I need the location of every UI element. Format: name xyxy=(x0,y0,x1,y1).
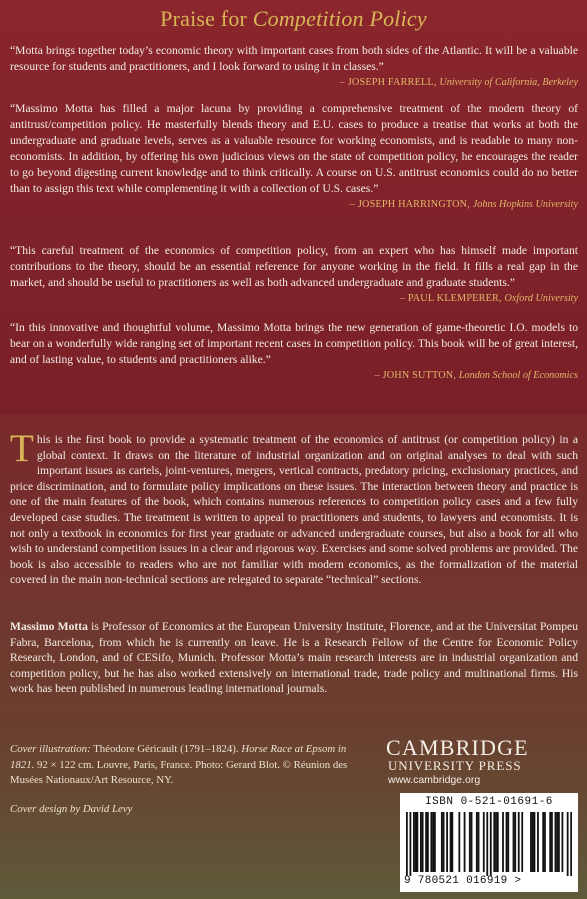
barcode-bar xyxy=(476,812,478,872)
description-dropcap: T xyxy=(10,427,34,470)
barcode-bar xyxy=(432,812,434,872)
barcode-bar xyxy=(416,812,418,872)
barcode-graphic xyxy=(406,812,572,876)
description-text: his is the first book to provide a systematic treatment of the economics of antitrust (or competition policy) in a global context. It draws on the literature of industrial organization and on original analyses to deal with such important issues as cartels, joint-ventures, mergers, vertical contracts, predatory pricing, exclusionary practices, and price discrimination, and to formulate policy implications on these issues. The interaction between theory and practice is one of the main features of the book, which contains numerous references to competition policy cases and a few fully developed case studies. The treatment is written to appeal to practitioners and students, to lawyers and economists. It is not only a textbook in economics for first year graduate or advanced undergraduate courses, but also a book for all who wish to understand competition issues in a clear and rigorous way. Exercises and some solved problems are provided. The book is also accessible to readers who are not familiar with modern economics, as the formalization of the material covered in the main non-technical sections are relegated to separate “technical” sections. xyxy=(10,433,578,587)
book-description xyxy=(10,427,578,588)
praise-heading xyxy=(0,6,587,32)
barcode-bar xyxy=(464,812,466,872)
barcode-bar xyxy=(450,812,452,872)
barcode-bar xyxy=(506,812,508,872)
barcode-bar xyxy=(495,812,497,872)
quote-author: – JOSEPH HARRINGTON, xyxy=(349,199,470,210)
quote-affiliation: University of California, Berkeley xyxy=(439,77,578,88)
praise-quote-farrell xyxy=(10,43,578,90)
barcode-bar xyxy=(551,812,553,872)
barcode-bar xyxy=(542,812,544,872)
barcode-bar xyxy=(422,812,424,872)
praise-heading-prefix: Praise for xyxy=(160,6,253,31)
barcode-bar xyxy=(451,812,453,872)
barcode-bar xyxy=(483,812,485,872)
barcode-bar xyxy=(530,812,532,872)
author-name: Massimo Motta xyxy=(10,620,88,633)
quote-attribution xyxy=(10,76,578,90)
barcode-bar xyxy=(513,812,515,872)
cover-design-credit: Cover design by David Levy xyxy=(10,803,133,815)
barcode-bar xyxy=(558,812,560,872)
publisher-url: www.cambridge.org xyxy=(388,774,481,786)
barcode-bar xyxy=(434,812,436,872)
quote-attribution xyxy=(10,198,578,212)
quote-affiliation: London School of Economics xyxy=(458,370,578,381)
barcode-bar xyxy=(430,812,432,872)
barcode-bar xyxy=(441,812,443,872)
barcode-bar xyxy=(556,812,558,872)
barcode-bar xyxy=(446,812,448,872)
barcode-bar xyxy=(478,812,480,872)
barcode-bar xyxy=(502,812,504,872)
isbn-number: ISBN 0-521-01691-6 xyxy=(425,796,553,808)
barcode-bar xyxy=(409,812,411,876)
barcode-bar xyxy=(427,812,429,872)
praise-quote-sutton xyxy=(10,320,578,383)
barcode-bar xyxy=(458,812,460,872)
barcode-bar xyxy=(425,812,427,872)
quote-author: – JOHN SUTTON, xyxy=(374,370,457,381)
barcode-bar xyxy=(567,812,569,876)
barcode-bar xyxy=(521,812,523,872)
barcode-bar xyxy=(514,812,516,872)
barcode-bar xyxy=(471,812,473,872)
isbn-barcode-box xyxy=(400,793,578,892)
quote-text: “In this innovative and thoughtful volume, Massimo Motta brings the new generation of game-theoretic I.O. models to bear on a wonderfully wide ranging set of important recent cases in competition policy. This book will be of great interest, and of lasting value, to students and practitioners alike.” xyxy=(10,321,578,366)
quote-author: – JOSEPH FARRELL, xyxy=(339,77,437,88)
barcode-bar xyxy=(534,812,536,872)
quote-author: – PAUL KLEMPERER, xyxy=(399,293,502,304)
barcode-bar xyxy=(555,812,557,872)
praise-heading-book-title: Competition Policy xyxy=(252,6,427,31)
barcode-bar xyxy=(562,812,564,872)
barcode-bar xyxy=(443,812,445,872)
quote-affiliation: Oxford University xyxy=(504,293,578,304)
barcode-bar xyxy=(490,812,492,876)
barcode-bar xyxy=(518,812,520,872)
barcode-bar xyxy=(544,812,546,872)
quote-text: “Motta brings together today’s economic theory with important cases from both sides of the Atlantic. It will be a valuable resource for students and practitioners, and I look forward to using it in classes.” xyxy=(10,44,578,73)
author-bio xyxy=(10,619,578,697)
barcode-bar xyxy=(549,812,551,872)
barcode-bar xyxy=(497,812,499,872)
credit-details: 92 × 122 cm. Louvre, Paris, France. Photo: Gerard Blot. © Réunion des Musées Nationaux/Art Resource, NY. xyxy=(10,758,348,786)
barcode-bar xyxy=(420,812,422,872)
barcode-bar xyxy=(507,812,509,872)
barcode-bar xyxy=(415,812,417,872)
quote-affiliation: Johns Hopkins University xyxy=(472,199,578,210)
quote-attribution xyxy=(10,292,578,306)
barcode-digits: 9 780521 016919 > xyxy=(404,875,522,887)
praise-quote-klemperer xyxy=(10,243,578,306)
cover-illustration-credit xyxy=(10,742,350,789)
barcode-bar xyxy=(570,812,572,876)
quote-text: “This careful treatment of the economics of competition policy, from an expert who has himself made important contributions to the theory, should be an essential reference for anyone working in the field. It fills a real gap in the market, and should be useful to practitioners as well as both advanced undergraduate and graduate students.” xyxy=(10,244,578,289)
barcode-bar xyxy=(406,812,408,876)
credit-work-title: Horse Race at Epsom in 1821. xyxy=(10,743,347,771)
credit-label: Cover illustration: xyxy=(10,743,91,755)
publisher-name: CAMBRIDGE xyxy=(386,735,529,760)
barcode-bar xyxy=(537,812,539,872)
praise-quote-harrington xyxy=(10,101,578,212)
barcode-bar xyxy=(486,812,488,876)
quote-attribution xyxy=(10,369,578,383)
publisher-imprint xyxy=(386,736,556,787)
publisher-press: UNIVERSITY PRESS xyxy=(388,758,522,773)
barcode-bar xyxy=(469,812,471,872)
author-bio-text: is Professor of Economics at the European University Institute, Florence, and at the Universitat Pompeu Fabra, Barcelona, from which he is currently on leave. He is a Research Fellow of the Centre for Economic Policy Research, London, and of CESifo, Munich. Professor Motta’s main research interests are in industrial organization and competition policy, but he has also worked extensively on international trade, trade policy and multinational firms. His work has been published in numerous leading international journals. xyxy=(10,620,578,696)
quote-text: “Massimo Motta has filled a major lacuna by providing a comprehensive treatment of the modern theory of antitrust/competition policy. He masterfully blends theory and E.U. cases to produce a treatise that works at both the undergraduate and graduate levels, serves as a valuable resource for working economists, and is readable to many non-economists. In addition, by offering his own judicious views on the state of competition policy, he encourages the reader to go beyond digesting current knowledge and to think critically. A course on U.S. antitrust economics could do no better than to assign this text while complementing it with a collection of U.S. cases.” xyxy=(10,102,578,195)
barcode-bar xyxy=(493,812,495,872)
barcode-bar xyxy=(413,812,415,872)
credit-artist: Théodore Géricault (1791–1824). xyxy=(90,743,242,755)
barcode-bar xyxy=(532,812,534,872)
